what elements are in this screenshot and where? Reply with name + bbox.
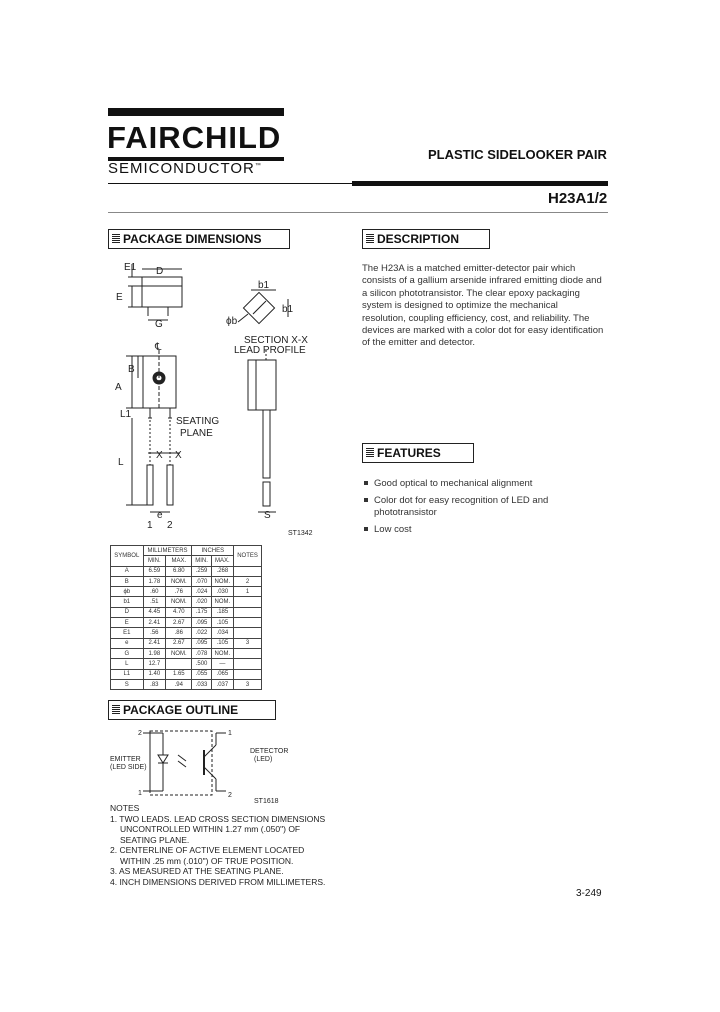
bullet-icon	[364, 481, 368, 485]
logo-company: FAIRCHILD	[107, 120, 282, 155]
table-cell: .105	[211, 618, 233, 628]
table-cell: 1	[234, 587, 262, 597]
table-cell: —	[211, 659, 233, 669]
table-cell: 2.67	[166, 638, 192, 648]
bullet-icon	[364, 498, 368, 502]
outline-pin-2-right: 2	[228, 792, 232, 799]
note-line: UNCONTROLLED WITHIN 1.27 mm (.050") OF	[120, 824, 301, 834]
table-cell	[166, 659, 192, 669]
emitter-sublabel: (LED SIDE)	[110, 764, 147, 771]
table-cell: .185	[211, 607, 233, 617]
drawing-code: ST1342	[288, 530, 313, 537]
lead-profile-label: LEAD PROFILE	[234, 345, 306, 356]
outline-code: ST1618	[254, 798, 279, 805]
table-cell: .105	[211, 638, 233, 648]
section-mark-x-right: X	[175, 450, 182, 461]
table-cell: .83	[143, 679, 166, 689]
top-view-body	[142, 277, 182, 307]
package-dimensions-heading: PACKAGE DIMENSIONS	[108, 229, 290, 249]
outline-pin-1-right: 1	[228, 730, 232, 737]
table-cell: NOM.	[211, 576, 233, 586]
notes-title: NOTES	[110, 803, 140, 813]
table-cell: .095	[192, 638, 211, 648]
table-cell: .268	[211, 566, 233, 576]
table-subheader: MAX.	[211, 556, 233, 566]
table-cell: A	[111, 566, 144, 576]
dim-label-b1-right: b1	[282, 304, 294, 315]
table-cell: 1.40	[143, 669, 166, 679]
dim-label-b1-top: b1	[258, 280, 270, 291]
header-rule	[352, 181, 608, 186]
table-cell: 6.80	[166, 566, 192, 576]
description-line: devices are marked with a color dot for easy identification	[362, 325, 604, 337]
dim-label-e1: E1	[124, 262, 137, 273]
table-cell: .037	[211, 679, 233, 689]
emitter-label: EMITTER	[110, 756, 141, 763]
table-cell: 2	[234, 576, 262, 586]
note-line: 3. AS MEASURED AT THE SEATING PLANE.	[110, 866, 284, 876]
dimension-table	[110, 545, 262, 690]
seating-label: SEATING	[176, 416, 220, 427]
feature-item: Low cost	[364, 524, 412, 536]
table-cell: .94	[166, 679, 192, 689]
document-title: PLASTIC SIDELOOKER PAIR	[428, 147, 607, 162]
features-heading: FEATURES	[362, 443, 474, 463]
outline-pin-1-left: 1	[138, 790, 142, 797]
package-outline-schematic	[108, 725, 298, 805]
table-cell: .078	[192, 648, 211, 658]
table-cell: NOM.	[166, 597, 192, 607]
table-cell: NOM.	[211, 648, 233, 658]
table-cell	[234, 659, 262, 669]
table-row	[111, 618, 262, 628]
table-subheader: MIN.	[192, 556, 211, 566]
detector-label: DETECTOR	[250, 748, 289, 755]
table-cell: .56	[143, 628, 166, 638]
table-cell: ϕb	[111, 587, 144, 597]
table-cell: .070	[192, 576, 211, 586]
table-cell: .020	[192, 597, 211, 607]
table-row	[111, 597, 262, 607]
table-row	[111, 587, 262, 597]
section-label: SECTION X-X	[244, 335, 308, 346]
table-cell: 6.59	[143, 566, 166, 576]
table-row	[111, 628, 262, 638]
features-list	[364, 478, 604, 538]
side-view-body	[248, 360, 276, 410]
table-header: NOTES	[234, 546, 262, 567]
table-cell: 1.65	[166, 669, 192, 679]
table-cell: .175	[192, 607, 211, 617]
centerline-label: ℄	[155, 342, 162, 353]
note-line: 4. INCH DIMENSIONS DERIVED FROM MILLIMETERS.	[110, 876, 326, 887]
header-underline	[108, 212, 608, 213]
table-cell: 12.7	[143, 659, 166, 669]
table-header: INCHES	[192, 546, 234, 556]
table-cell	[234, 566, 262, 576]
section-mark-x-left: X	[156, 450, 163, 461]
table-cell	[234, 618, 262, 628]
feature-item: Color dot for easy recognition of LED and phototransistor	[364, 495, 548, 519]
table-cell: .500	[192, 659, 211, 669]
table-header: MILLIMETERS	[143, 546, 192, 556]
description-line: consists of a gallium arsenide infrared emitting diode and	[362, 275, 602, 287]
description-line: a silicon phototransistor. The clear epoxy packaging	[362, 287, 580, 299]
pin-1-label: 1	[147, 520, 153, 531]
table-cell: 2.41	[143, 638, 166, 648]
bullet-icon	[364, 527, 368, 531]
table-cell: b1	[111, 597, 144, 607]
note-line: 2. CENTERLINE OF ACTIVE ELEMENT LOCATED	[110, 845, 305, 855]
table-row	[111, 566, 262, 576]
table-cell: .51	[143, 597, 166, 607]
description-line: The H23A is a matched emitter-detector pair which	[362, 263, 576, 274]
dim-label-d: D	[156, 266, 164, 277]
logo-top-bar	[108, 108, 284, 116]
table-cell: NOM.	[211, 597, 233, 607]
table-row	[111, 659, 262, 669]
description-line: system is designed to optimize the mechanical	[362, 300, 558, 312]
table-cell: .76	[166, 587, 192, 597]
dim-label-l: L	[118, 457, 124, 468]
table-cell: L	[111, 659, 144, 669]
table-row	[111, 669, 262, 679]
dim-label-a: A	[115, 382, 122, 393]
notes-block	[110, 803, 350, 887]
table-subheader: MAX.	[166, 556, 192, 566]
dim-label-g: G	[155, 319, 163, 330]
table-cell	[234, 669, 262, 679]
package-dimensions-drawing	[108, 250, 338, 540]
table-cell: .259	[192, 566, 211, 576]
table-cell: .024	[192, 587, 211, 597]
table-cell: G	[111, 648, 144, 658]
table-cell: .034	[211, 628, 233, 638]
table-row	[111, 648, 262, 658]
description-line: resolution, coupling efficiency, cost, and reliability. The	[362, 312, 590, 324]
table-cell: 3	[234, 679, 262, 689]
table-cell: B	[111, 576, 144, 586]
table-cell	[234, 597, 262, 607]
table-cell: 1.78	[143, 576, 166, 586]
table-subheader: MIN.	[143, 556, 166, 566]
dim-label-s: S	[264, 510, 271, 521]
table-row	[111, 607, 262, 617]
note-line: WITHIN .25 mm (.010") OF TRUE POSITION.	[120, 855, 294, 866]
table-cell: S	[111, 679, 144, 689]
table-cell: .055	[192, 669, 211, 679]
logo-division: SEMICONDUCTOR™	[108, 160, 262, 177]
table-cell: 4.70	[166, 607, 192, 617]
pin-2-label: 2	[167, 520, 173, 531]
table-cell: 3	[234, 638, 262, 648]
table-cell: .022	[192, 628, 211, 638]
dim-label-phi-b: ϕb	[226, 316, 238, 327]
part-number: H23A1/2	[548, 190, 608, 207]
table-cell: .033	[192, 679, 211, 689]
table-cell: 1.98	[143, 648, 166, 658]
table-cell: e	[111, 638, 144, 648]
page-number: 3-249	[576, 888, 602, 899]
dim-label-pitch-e: e	[157, 510, 163, 521]
table-cell	[234, 628, 262, 638]
table-cell: D	[111, 607, 144, 617]
description-body	[362, 263, 612, 350]
header-rule-thin	[108, 183, 352, 184]
table-cell	[234, 607, 262, 617]
table-cell: .60	[143, 587, 166, 597]
table-cell: .030	[211, 587, 233, 597]
table-cell: NOM.	[166, 648, 192, 658]
outline-pin-2-left: 2	[138, 730, 142, 737]
table-cell: 2.67	[166, 618, 192, 628]
table-header: SYMBOL	[111, 546, 144, 567]
table-row	[111, 576, 262, 586]
table-cell: L1	[111, 669, 144, 679]
table-cell: .065	[211, 669, 233, 679]
table-cell: .095	[192, 618, 211, 628]
table-cell: 4.45	[143, 607, 166, 617]
table-cell	[234, 648, 262, 658]
detector-sublabel: (LED)	[254, 756, 273, 763]
dim-label-l1: L1	[120, 409, 132, 420]
dim-label-e: E	[116, 292, 123, 303]
table-cell: .86	[166, 628, 192, 638]
note-line: 1. TWO LEADS. LEAD CROSS SECTION DIMENSIONS	[110, 813, 326, 824]
description-line: of the emitter and detector.	[362, 337, 476, 349]
table-cell: E1	[111, 628, 144, 638]
note-line: SEATING PLANE.	[120, 834, 190, 845]
plane-label: PLANE	[180, 428, 213, 439]
led-diode-symbol	[158, 755, 168, 763]
table-cell: 2.41	[143, 618, 166, 628]
table-cell: E	[111, 618, 144, 628]
table-row	[111, 679, 262, 689]
package-outline-heading: PACKAGE OUTLINE	[108, 700, 276, 720]
feature-item: Good optical to mechanical alignment	[364, 478, 532, 490]
description-heading: DESCRIPTION	[362, 229, 490, 249]
dim-label-b: B	[128, 364, 135, 375]
table-cell: NOM.	[166, 576, 192, 586]
table-row	[111, 638, 262, 648]
